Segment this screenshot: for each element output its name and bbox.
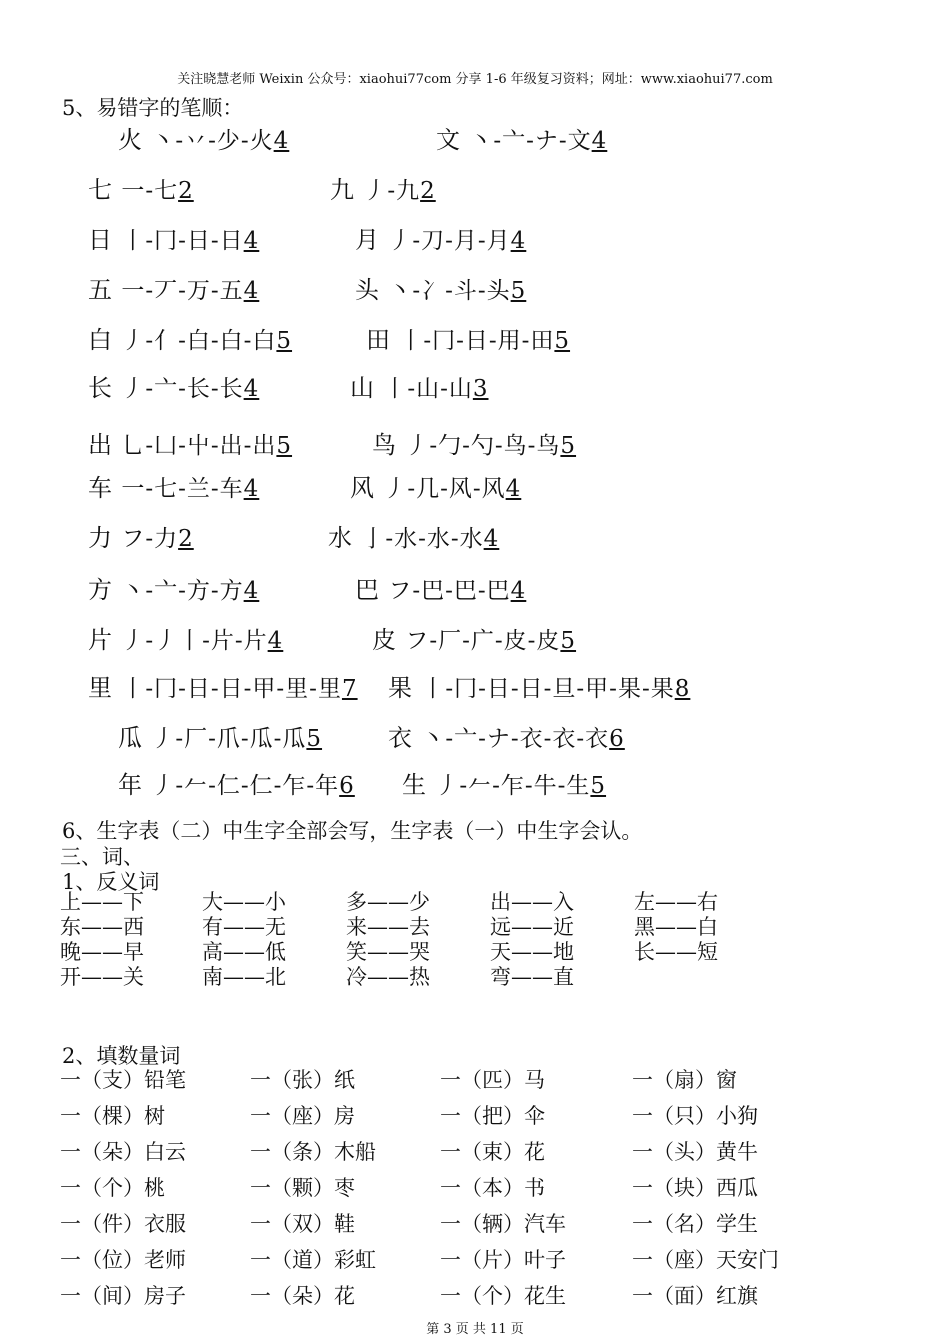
stroke-order-item: 生 丿-𠂉-乍-牛-生5 (402, 771, 607, 799)
measure-word: 一（头）黄牛 (632, 1140, 758, 1164)
stroke-order-item: 白 丿-亻-白-白-白5 (88, 326, 293, 354)
stroke-order-item: 五 一-丆-万-五4 (88, 276, 260, 304)
antonym-pair: 多——少 (346, 890, 430, 914)
stroke-order-item: 鸟 丿-勹-勺-鸟-鸟5 (372, 431, 577, 459)
antonym-pair: 有——无 (202, 915, 286, 939)
antonym-pair: 弯——直 (490, 965, 574, 989)
antonym-pair: 远——近 (490, 915, 574, 939)
part3-title: 三、词、 (60, 845, 144, 869)
antonym-pair: 来——去 (346, 915, 430, 939)
stroke-order-item: 里 丨-冂-日-日-甲-里-里7 (88, 674, 358, 702)
stroke-order-item: 车 一-七-兰-车4 (88, 474, 260, 502)
measure-word: 一（间）房子 (60, 1284, 186, 1308)
measure-word: 一（支）铅笔 (60, 1068, 186, 1092)
page-footer: 第 3 页 共 11 页 (426, 1322, 524, 1337)
stroke-order-item: 九 丿-九2 (330, 176, 436, 204)
measure-word: 一（座）房 (250, 1104, 355, 1128)
measure-word: 一（张）纸 (250, 1068, 355, 1092)
stroke-order-item: 方 丶-亠-方-方4 (88, 576, 260, 604)
measure-word: 一（匹）马 (440, 1068, 545, 1092)
stroke-order-item: 七 一-七2 (88, 176, 194, 204)
stroke-order-item: 果 丨-冂-日-日-旦-甲-果-果8 (388, 674, 691, 702)
stroke-order-item: 瓜 丿-厂-爪-瓜-瓜5 (118, 724, 323, 752)
antonym-pair: 上——下 (60, 890, 144, 914)
antonym-pair: 黑——白 (634, 915, 718, 939)
measure-word: 一（把）伞 (440, 1104, 545, 1128)
stroke-order-item: 衣 丶-亠-ナ-衣-衣-衣6 (388, 724, 625, 752)
measure-word: 一（位）老师 (60, 1248, 186, 1272)
stroke-order-item: 水 亅-水-水-水4 (328, 524, 500, 552)
antonym-pair: 开——关 (60, 965, 144, 989)
measure-word: 一（束）花 (440, 1140, 545, 1164)
stroke-order-item: 年 丿-𠂉-仁-仁-乍-年6 (118, 771, 355, 799)
antonyms-title: 1、反义词 (62, 870, 160, 894)
antonym-pair: 天——地 (490, 940, 574, 964)
antonym-pair: 南——北 (202, 965, 286, 989)
measure-word: 一（座）天安门 (632, 1248, 779, 1272)
antonym-pair: 笑——哭 (346, 940, 430, 964)
stroke-order-item: 力 フ-力2 (88, 524, 194, 552)
measure-word: 一（只）小狗 (632, 1104, 758, 1128)
section6-text: 6、生字表（二）中生字全部会写，生字表（一）中生字会认。 (62, 819, 643, 843)
measure-word: 一（名）学生 (632, 1212, 758, 1236)
page-header: 关注晓慧老师 Weixin 公众号：xiaohui77com 分享 1-6 年级复习资料；网址：www.xiaohui77.com (177, 72, 773, 87)
measure-title: 2、填数量词 (62, 1044, 181, 1068)
stroke-order-item: 月 丿-刀-月-月4 (355, 226, 527, 254)
stroke-order-item: 风 丿-几-风-风4 (350, 474, 522, 502)
antonym-pair: 大——小 (202, 890, 286, 914)
stroke-order-item: 出 乚-凵-屮-出-出5 (88, 431, 293, 459)
measure-word: 一（件）衣服 (60, 1212, 186, 1236)
measure-word: 一（棵）树 (60, 1104, 165, 1128)
stroke-order-item: 皮 フ-厂-广-皮-皮5 (372, 626, 577, 654)
measure-word: 一（辆）汽车 (440, 1212, 566, 1236)
stroke-order-item: 头 丶-冫-斗-头5 (355, 276, 527, 304)
stroke-order-item: 火 丶-丷-少-火4 (118, 126, 290, 154)
measure-word: 一（扇）窗 (632, 1068, 737, 1092)
measure-word: 一（面）红旗 (632, 1284, 758, 1308)
antonym-pair: 晚——早 (60, 940, 144, 964)
section5-title: 5、易错字的笔顺： (62, 96, 244, 120)
stroke-order-item: 日 丨-冂-日-日4 (88, 226, 260, 254)
stroke-order-item: 文 丶-亠-ナ-文4 (436, 126, 608, 154)
measure-word: 一（条）木船 (250, 1140, 376, 1164)
antonym-pair: 左——右 (634, 890, 718, 914)
measure-word: 一（道）彩虹 (250, 1248, 376, 1272)
stroke-order-item: 片 丿-丿丨-片-片4 (88, 626, 284, 654)
antonym-pair: 长——短 (634, 940, 718, 964)
measure-word: 一（颗）枣 (250, 1176, 355, 1200)
measure-word: 一（双）鞋 (250, 1212, 355, 1236)
antonym-pair: 出——入 (490, 890, 574, 914)
stroke-order-item: 山 丨-山-山3 (350, 374, 489, 402)
measure-word: 一（朵）花 (250, 1284, 355, 1308)
stroke-order-item: 田 丨-冂-日-用-田5 (366, 326, 571, 354)
antonym-pair: 高——低 (202, 940, 286, 964)
measure-word: 一（朵）白云 (60, 1140, 186, 1164)
antonym-pair: 东——西 (60, 915, 144, 939)
measure-word: 一（块）西瓜 (632, 1176, 758, 1200)
stroke-order-item: 巴 フ-巴-巴-巴4 (355, 576, 527, 604)
antonym-pair: 冷——热 (346, 965, 430, 989)
measure-word: 一（本）书 (440, 1176, 545, 1200)
measure-word: 一（个）花生 (440, 1284, 566, 1308)
measure-word: 一（片）叶子 (440, 1248, 566, 1272)
measure-word: 一（个）桃 (60, 1176, 165, 1200)
stroke-order-item: 长 丿-亠-长-长4 (88, 374, 260, 402)
